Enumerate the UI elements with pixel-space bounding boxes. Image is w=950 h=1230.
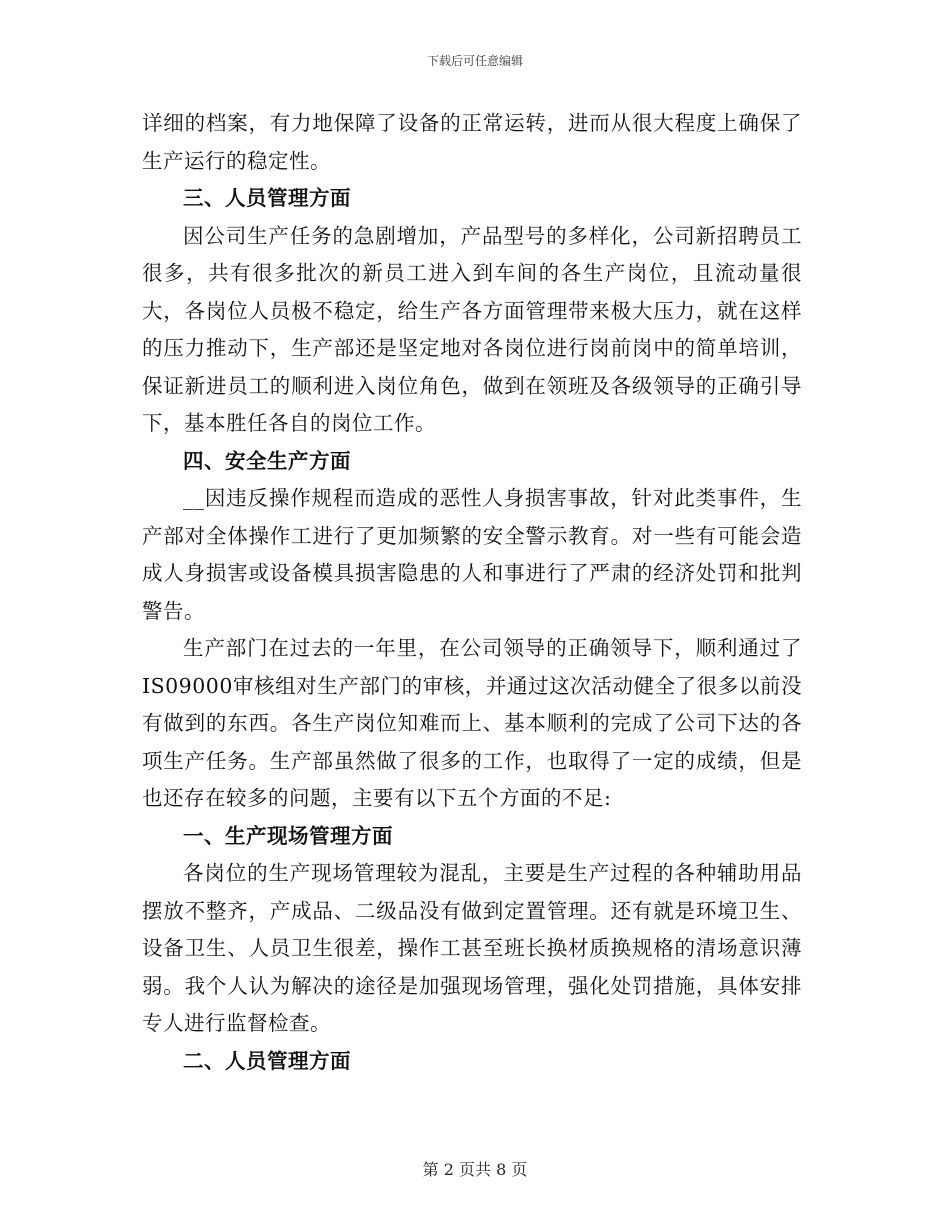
paragraph-site-management: 各岗位的生产现场管理较为混乱，主要是生产过程的各种辅助用品摆放不整齐，产成品、二级品没有做到定置管理。还有就是环境卫生、设备卫生、人员卫生很差，操作工甚至班长换材质换规格的清场意识薄弱。我个人认为解决的途径是加强现场管理，强化处罚措施，具体安排专人进行监督检查。: [142, 861, 802, 1035]
paragraph-equipment-archive: 详细的档案，有力地保障了设备的正常运转，进而从很大程度上确保了生产运行的稳定性。: [142, 111, 802, 173]
section-heading-personnel-2: 二、人员管理方面: [183, 1048, 351, 1073]
page-header-note: 下载后可任意编辑: [426, 54, 523, 68]
paragraph-safety: __因违反操作规程而造成的恶性人身损害事故，针对此类事件，生产部对全体操作工进行了更加频繁的安全警示教育。对一些有可能会造成人身损害或设备模具损害隐患的人和事进行了严肃的经济处罚和批判警告。: [142, 486, 802, 623]
section-heading-personnel-3: 三、人员管理方面: [183, 186, 351, 210]
section-heading-safety-4: 四、安全生产方面: [183, 448, 351, 473]
section-heading-site-management-1: 一、生产现场管理方面: [183, 823, 393, 848]
page-number: 第 2 页共 8 页: [422, 1160, 528, 1179]
paragraph-summary: 生产部门在过去的一年里，在公司领导的正确领导下，顺利通过了IS09000审核组对生产部门的审核，并通过这次活动健全了很多以前没有做到的东西。各生产岗位知难而上、基本顺利的完成了公司下达的各项生产任务。生产部虽然做了很多的工作，也取得了一定的成绩，但是也还存在较多的问题，主要有以下五个方面的不足:: [142, 636, 802, 810]
document-body: [142, 105, 802, 1080]
paragraph-personnel: 因公司生产任务的急剧增加，产品型号的多样化，公司新招聘员工很多，共有很多批次的新员工进入到车间的各生产岗位，且流动量很大，各岗位人员极不稳定，给生产各方面管理带来极大压力，就在这样的压力推动下，生产部还是坚定地对各岗位进行岗前岗中的简单培训，保证新进员工的顺利进入岗位角色，做到在领班及各级领导的正确引导下，基本胜任各自的岗位工作。: [142, 223, 802, 435]
